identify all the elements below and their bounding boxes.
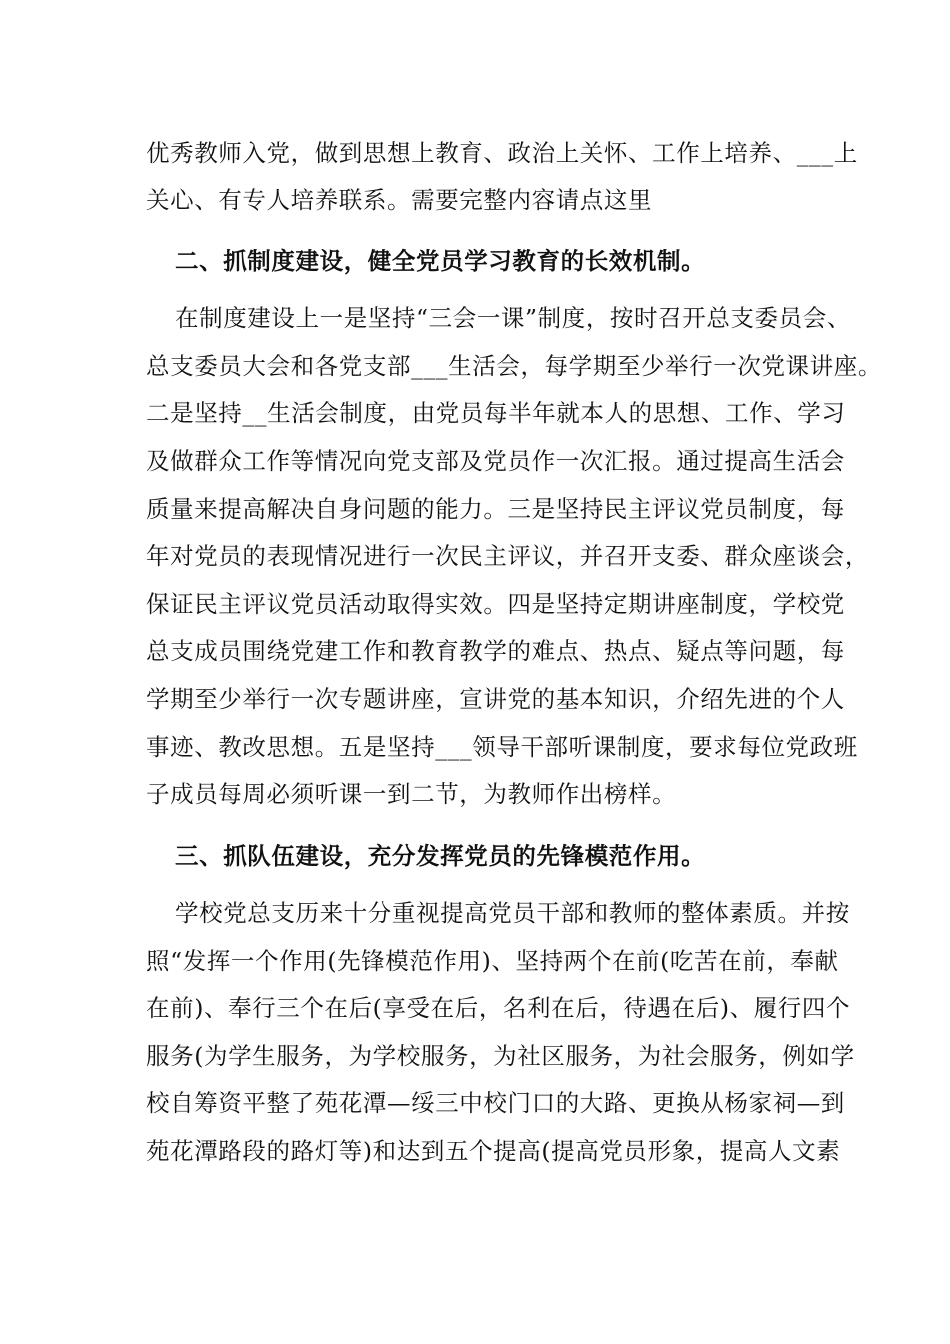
paragraph-line: 服务(为学生服务，为学校服务，为社区服务，为社会服务，例如学	[146, 1042, 855, 1070]
paragraph-line: 及做群众工作等情况向党支部及党员作一次汇报。通过提高生活会	[146, 447, 845, 475]
paragraph-line: 二是坚持__生活会制度，由党员每半年就本人的思想、工作、学习	[146, 399, 846, 427]
paragraph-line: 在前)、奉行三个在后(享受在后，名利在后，待遇在后)、履行四个	[146, 994, 851, 1022]
paragraph-line: 总支委员大会和各党支部___生活会，每学期至少举行一次党课讲座。	[146, 352, 882, 380]
section-heading-3: 三、抓队伍建设，充分发挥党员的先锋模范作用。	[175, 842, 706, 870]
paragraph-line: 质量来提高解决自身问题的能力。三是坚持民主评议党员制度，每	[146, 495, 845, 523]
paragraph-line: 学期至少举行一次专题讲座，宣讲党的基本知识，介绍先进的个人	[146, 685, 845, 713]
paragraph-line: 在制度建设上一是坚持“三会一课”制度，按时召开总支委员会、	[175, 304, 851, 332]
paragraph-line-with-link[interactable]: 关心、有专人培养联系。需要完整内容请点这里	[146, 186, 653, 214]
section-heading-2: 二、抓制度建设，健全党员学习教育的长效机制。	[175, 247, 706, 275]
paragraph-line: 总支成员围绕党建工作和教育教学的难点、热点、疑点等问题，每	[146, 637, 845, 665]
paragraph-line: 校自筹资平整了苑花潭—绥三中校门口的大路、更换从杨家祠—到	[146, 1089, 845, 1117]
paragraph-line: 优秀教师入党，做到思想上教育、政治上关怀、工作上培养、___上	[146, 139, 858, 167]
paragraph-line: 照“发挥一个作用(先锋模范作用)、坚持两个在前(吃苦在前，奉献	[146, 947, 839, 975]
paragraph-line: 子成员每周必须听课一到二节，为教师作出榜样。	[146, 780, 677, 808]
paragraph-line: 年对党员的表现情况进行一次民主评议，并召开支委、群众座谈会，	[146, 542, 869, 570]
paragraph-line: 苑花潭路段的路灯等)和达到五个提高(提高党员形象，提高人文素	[146, 1137, 841, 1165]
paragraph-line: 学校党总支历来十分重视提高党员干部和教师的整体素质。并按	[175, 899, 850, 927]
paragraph-line: 保证民主评议党员活动取得实效。四是坚持定期讲座制度，学校党	[146, 590, 845, 618]
paragraph-line: 事迹、教改思想。五是坚持___领导干部听课制度，要求每位党政班	[146, 733, 858, 761]
